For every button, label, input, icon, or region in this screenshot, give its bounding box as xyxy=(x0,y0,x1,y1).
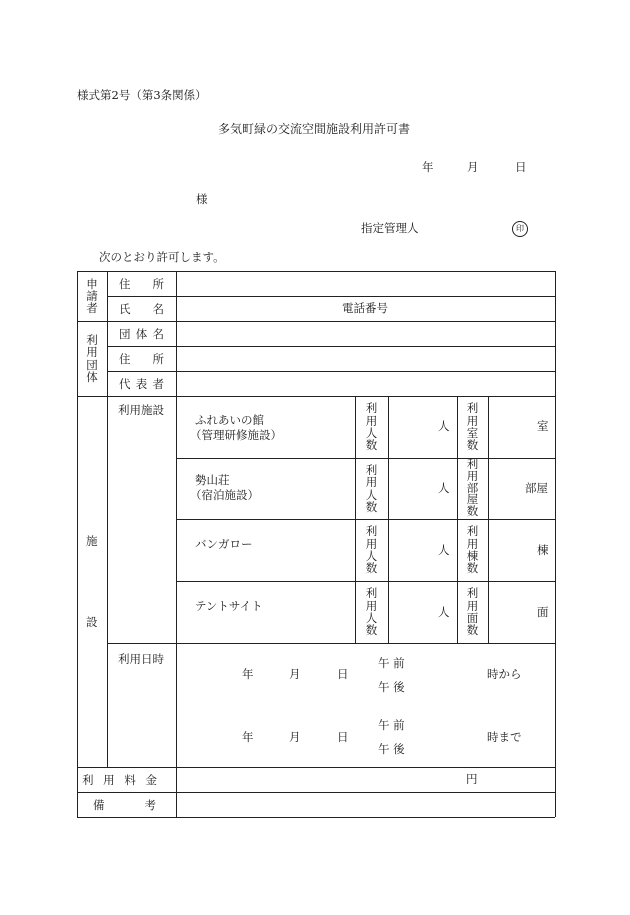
from-day-field[interactable] xyxy=(302,665,334,685)
room-unit: 室 xyxy=(537,419,549,433)
vertical-char: 用 xyxy=(466,598,479,613)
from-year-label: 年 xyxy=(242,667,254,681)
fee-unit: 円 xyxy=(466,772,478,786)
people-unit: 人 xyxy=(438,543,450,557)
label-char: 料 xyxy=(124,772,136,787)
phone-label: 電話番号 xyxy=(342,301,388,315)
room-count-field[interactable] xyxy=(489,582,534,642)
room-count-label xyxy=(457,581,488,643)
seal-char: 印 xyxy=(516,224,524,233)
vertical-char: 用 xyxy=(466,413,479,428)
room-count-field[interactable] xyxy=(489,397,534,457)
vertical-char: 部 xyxy=(466,480,479,495)
from-year-field[interactable] xyxy=(200,665,238,685)
until-day-label: 日 xyxy=(337,730,349,744)
vertical-char: 利 xyxy=(365,586,378,601)
room-count-label xyxy=(457,396,488,458)
room-unit: 棟 xyxy=(537,543,549,557)
until-am-option[interactable]: 午 前 xyxy=(378,718,405,732)
applicant-name-field[interactable] xyxy=(177,297,337,321)
vertical-char: 数 xyxy=(466,561,479,576)
group-name-label xyxy=(119,321,164,346)
fee-field[interactable] xyxy=(177,768,462,792)
vertical-char: 者 xyxy=(86,301,98,316)
date-year-label: 年 xyxy=(422,160,434,174)
vertical-char: 数 xyxy=(466,438,479,453)
people-count-label xyxy=(355,581,388,643)
vertical-char: 用 xyxy=(365,475,378,490)
vertical-char: 数 xyxy=(365,623,378,638)
vertical-char: 申 xyxy=(86,276,98,291)
vertical-char: 数 xyxy=(365,561,378,576)
vertical-char: 体 xyxy=(86,369,98,384)
applicant-phone-field[interactable] xyxy=(400,297,554,321)
page-title: 多気町緑の交流空間施設利用許可書 xyxy=(218,122,411,136)
vertical-char: 室 xyxy=(466,426,479,440)
from-day-label: 日 xyxy=(337,667,349,681)
until-pm-option[interactable]: 午 後 xyxy=(378,742,405,756)
date-day-label: 日 xyxy=(515,160,527,174)
applicant-name-label xyxy=(119,296,164,321)
room-count-label xyxy=(457,458,488,519)
remarks-label xyxy=(93,792,156,817)
from-month-label: 月 xyxy=(289,667,301,681)
table-line xyxy=(555,271,556,817)
form-number: 様式第2号（第3条関係） xyxy=(77,88,207,102)
group-address-label xyxy=(119,346,164,371)
vertical-char: 数 xyxy=(365,438,378,453)
vertical-char: 人 xyxy=(365,611,378,625)
issuer-label: 指定管理人 xyxy=(361,221,419,235)
label-char: 考 xyxy=(144,797,156,812)
vertical-char: 利 xyxy=(466,401,479,416)
applicant-address-label xyxy=(119,271,164,296)
vertical-char: 請 xyxy=(86,288,98,303)
vertical-char: 用 xyxy=(365,536,378,551)
vertical-char: 利 xyxy=(466,586,479,601)
seal-mark xyxy=(512,221,528,237)
label-char: 代 xyxy=(119,376,131,391)
date-month-label: 月 xyxy=(467,160,479,174)
room-unit: 部屋 xyxy=(525,481,548,495)
people-count-label xyxy=(355,396,388,458)
group-section-label xyxy=(77,321,107,396)
room-count-label xyxy=(457,519,488,581)
people-count-field[interactable] xyxy=(389,520,434,580)
table-line xyxy=(107,643,555,644)
room-count-field[interactable] xyxy=(489,459,524,518)
from-suffix: 時から xyxy=(487,667,522,681)
people-unit: 人 xyxy=(438,605,450,619)
from-am-option[interactable]: 午 前 xyxy=(378,656,405,670)
facilities-label: 利用施設 xyxy=(118,403,164,417)
facility-section-char: 設 xyxy=(86,615,98,629)
vertical-char: 数 xyxy=(466,504,479,519)
table-line xyxy=(77,817,555,818)
until-day-field[interactable] xyxy=(302,728,334,748)
label-char: 体 xyxy=(135,326,148,341)
vertical-char: 人 xyxy=(365,549,378,563)
from-month-field[interactable] xyxy=(255,665,285,685)
label-char: 表 xyxy=(135,376,148,391)
until-hour-field[interactable] xyxy=(420,728,482,748)
people-count-field[interactable] xyxy=(389,397,434,457)
intro-text: 次のとおり許可します。 xyxy=(99,250,225,264)
room-count-field[interactable] xyxy=(489,520,534,580)
people-unit: 人 xyxy=(438,419,450,433)
remarks-field[interactable] xyxy=(177,793,554,817)
label-char: 団 xyxy=(119,326,131,341)
vertical-char: 屋 xyxy=(466,492,479,507)
until-suffix: 時まで xyxy=(487,730,522,744)
people-count-label xyxy=(355,458,388,519)
people-count-field[interactable] xyxy=(389,582,434,642)
label-char: 名 xyxy=(152,301,164,316)
group-address-field[interactable] xyxy=(177,347,554,371)
facility-section-char: 施 xyxy=(86,534,98,548)
vertical-char: 利 xyxy=(365,524,378,539)
applicant-section-label xyxy=(77,271,107,321)
table-line xyxy=(107,271,108,767)
room-unit: 面 xyxy=(537,605,549,619)
until-year-field[interactable] xyxy=(200,728,238,748)
vertical-char: 用 xyxy=(466,468,479,483)
from-hour-field[interactable] xyxy=(420,665,482,685)
until-year-label: 年 xyxy=(242,730,254,744)
facility-subname: （管理研修施設） xyxy=(190,428,282,442)
group-name-field[interactable] xyxy=(177,322,554,346)
applicant-address-field[interactable] xyxy=(177,272,554,296)
facility-name: ふれあいの館 xyxy=(195,413,264,427)
label-char: 住 xyxy=(119,276,131,291)
vertical-char: 人 xyxy=(365,426,378,440)
addressee-suffix: 様 xyxy=(196,192,208,206)
vertical-char: 利 xyxy=(466,524,479,539)
label-char: 用 xyxy=(103,772,115,787)
vertical-char: 利 xyxy=(86,332,98,347)
people-unit: 人 xyxy=(438,481,450,495)
vertical-char: 用 xyxy=(365,598,378,613)
people-count-field[interactable] xyxy=(389,459,434,518)
vertical-char: 団 xyxy=(86,357,98,372)
vertical-char: 棟 xyxy=(466,549,479,563)
label-char: 住 xyxy=(119,351,131,366)
until-month-label: 月 xyxy=(289,730,301,744)
vertical-char: 用 xyxy=(86,345,98,360)
datetime-label: 利用日時 xyxy=(118,652,164,666)
facility-name: テントサイト xyxy=(195,599,263,613)
people-count-label xyxy=(355,519,388,581)
fee-label xyxy=(82,767,157,792)
vertical-char: 数 xyxy=(365,499,378,514)
vertical-char: 利 xyxy=(466,457,479,471)
group-representative-label xyxy=(119,371,164,396)
label-char: 所 xyxy=(152,276,164,291)
vertical-char: 数 xyxy=(466,623,479,638)
label-char: 備 xyxy=(93,797,105,812)
facility-name: 勢山荘 xyxy=(195,473,230,487)
vertical-char: 面 xyxy=(466,611,479,625)
vertical-char: 用 xyxy=(466,536,479,551)
label-char: 所 xyxy=(152,351,164,366)
label-char: 者 xyxy=(152,376,164,391)
label-char: 金 xyxy=(145,772,157,787)
group-representative-field[interactable] xyxy=(177,372,554,396)
until-month-field[interactable] xyxy=(255,728,285,748)
label-char: 氏 xyxy=(119,301,131,316)
vertical-char: 用 xyxy=(365,413,378,428)
label-char: 利 xyxy=(82,772,94,787)
vertical-char: 利 xyxy=(365,462,378,477)
label-char: 名 xyxy=(152,326,164,341)
facility-subname: （宿泊施設） xyxy=(190,488,259,502)
facility-name: バンガロー xyxy=(195,537,253,551)
vertical-char: 人 xyxy=(365,487,378,502)
from-pm-option[interactable]: 午 後 xyxy=(378,680,405,694)
vertical-char: 利 xyxy=(365,401,378,416)
